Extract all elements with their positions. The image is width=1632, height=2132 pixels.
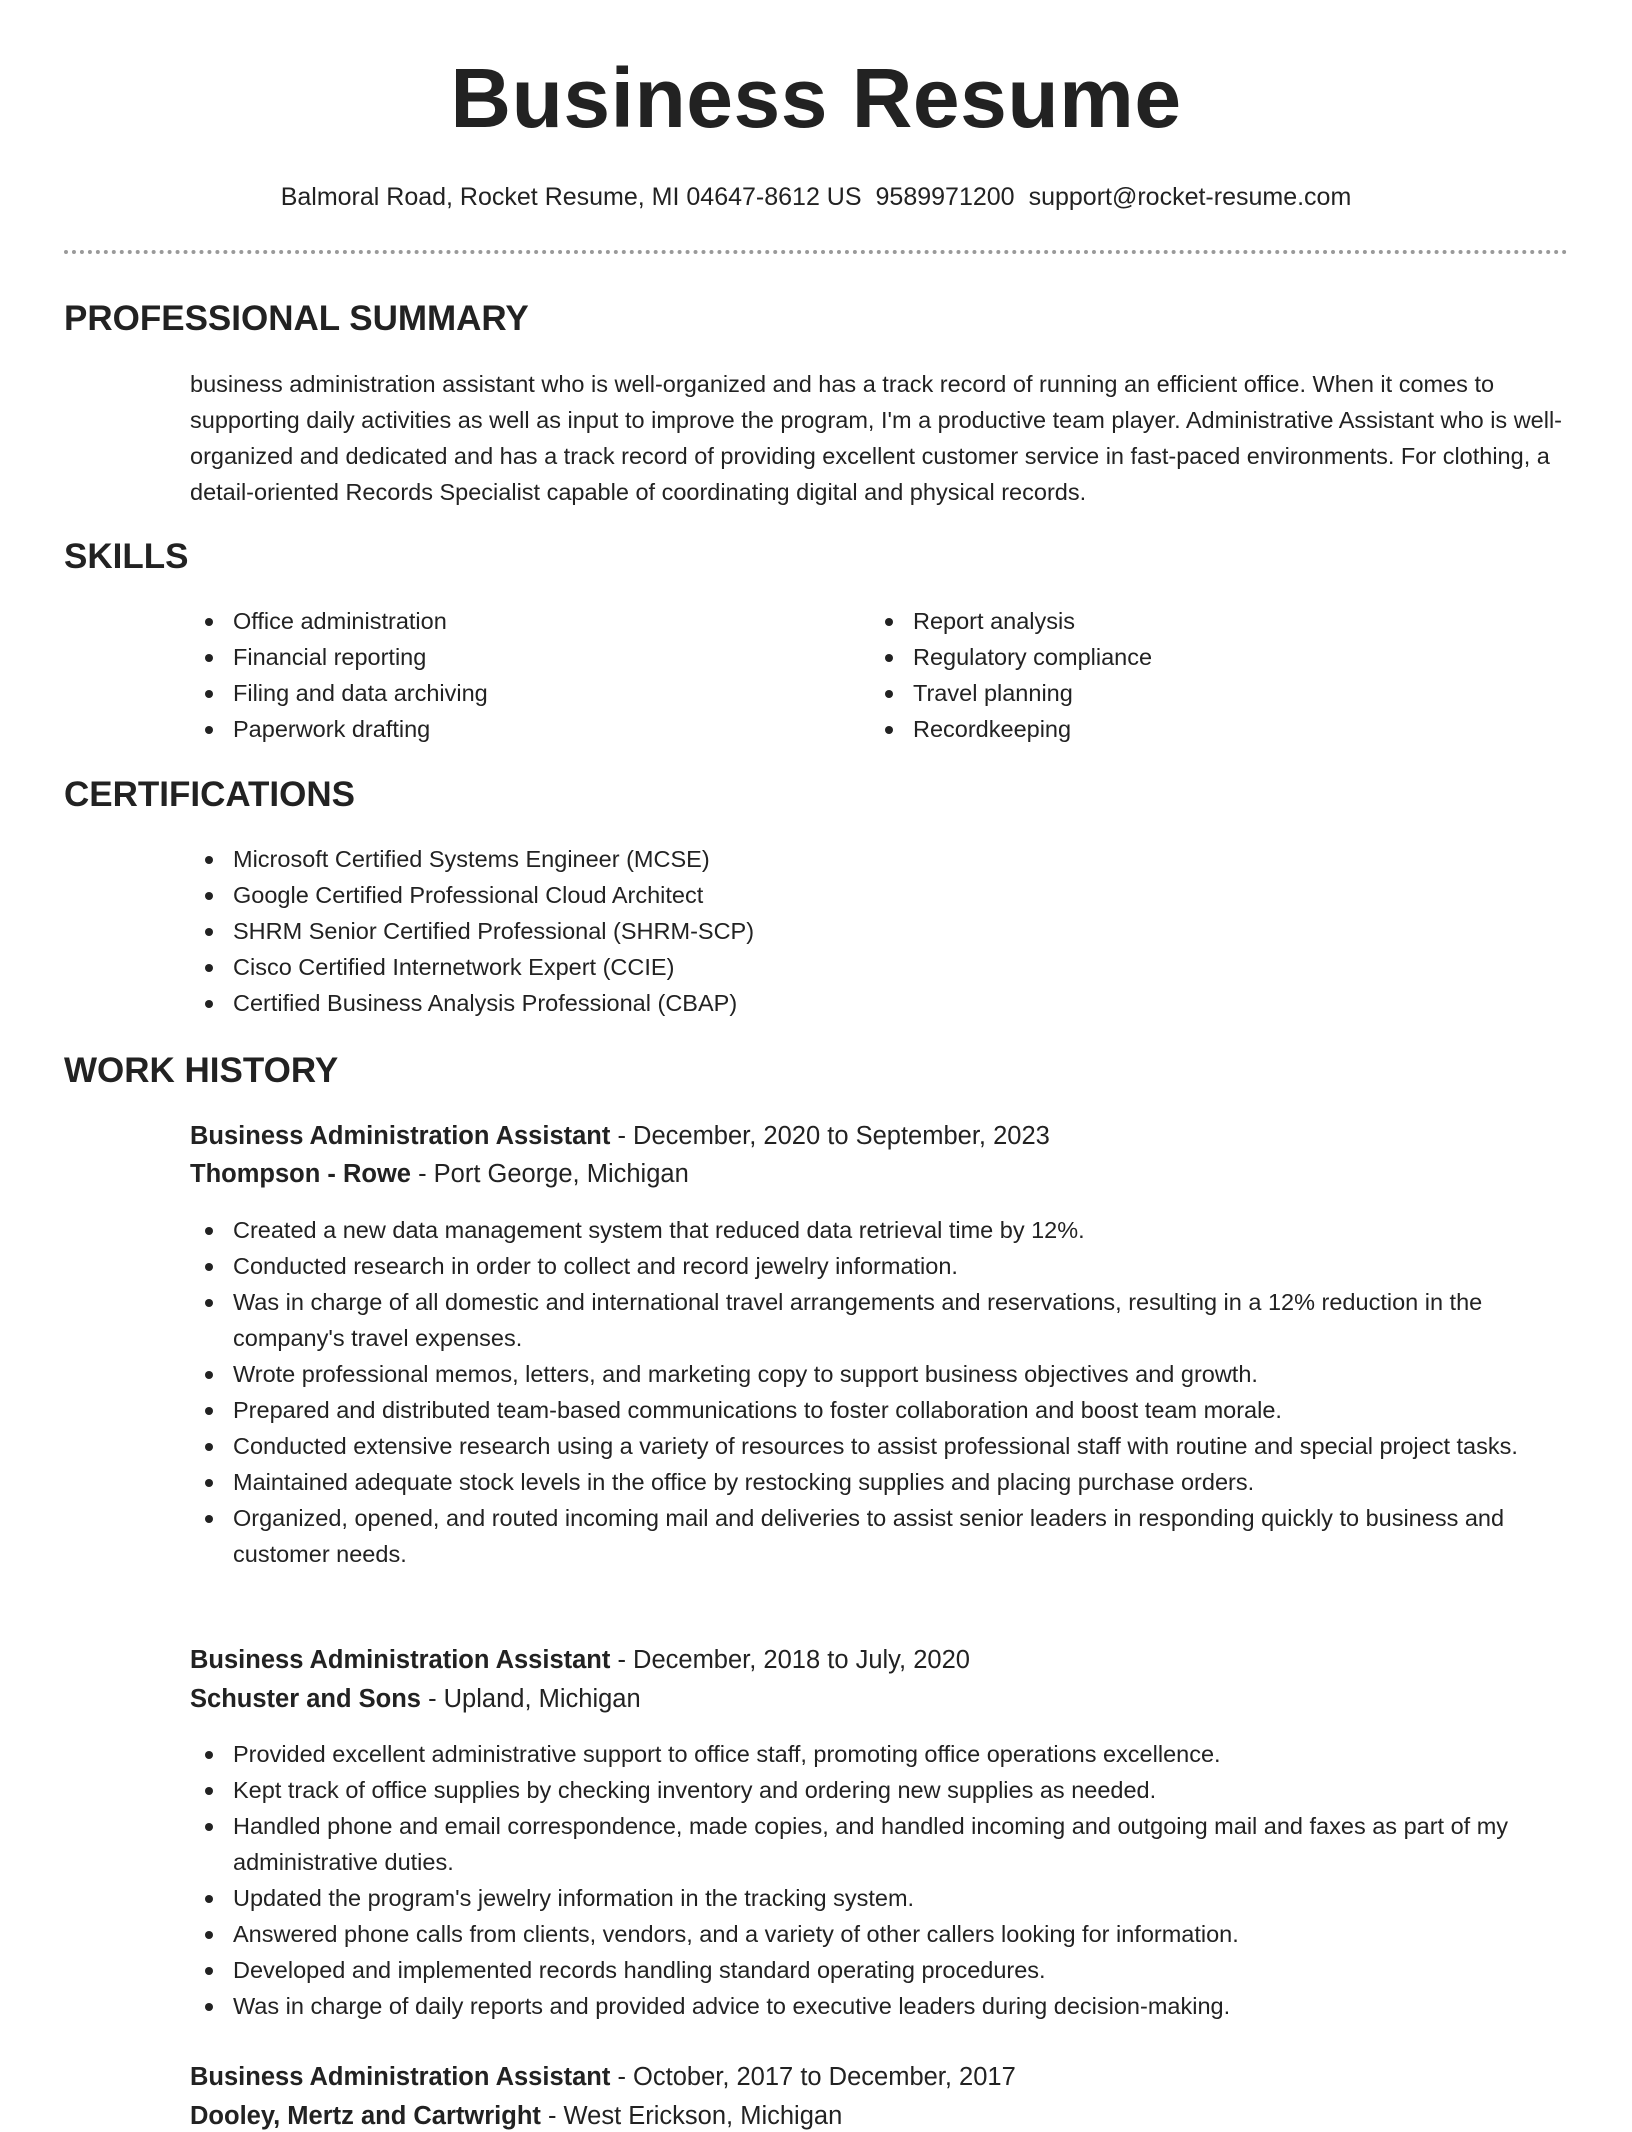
job-responsibilities: [190, 1736, 1568, 2024]
certification-item: SHRM Senior Certified Professional (SHRM-SCP): [190, 913, 1568, 949]
skill-item: Regulatory compliance: [870, 639, 1530, 675]
certifications-list: [190, 841, 1568, 1021]
skills-list-right: [870, 603, 1530, 747]
job-dates: - December, 2020 to September, 2023: [610, 1122, 1050, 1150]
contact-line: [0, 181, 1632, 214]
section-title-skills: SKILLS: [64, 537, 189, 576]
company-name: Dooley, Mertz and Cartwright: [190, 2102, 541, 2130]
responsibility-item: Prepared and distributed team-based communications to foster collaboration and boost team morale.: [190, 1392, 1568, 1428]
responsibility-item: Handled phone and email correspondence, made copies, and handled incoming and outgoing mail and faxes as part of my administrative duties.: [190, 1808, 1568, 1880]
job-title: Business Administration Assistant: [190, 2063, 611, 2091]
company-name: Thompson - Rowe: [190, 1160, 411, 1188]
responsibility-item: Conducted research in order to collect and record jewelry information.: [190, 1248, 1568, 1284]
job-employer: [190, 2101, 842, 2132]
job-heading: [190, 1645, 970, 1676]
summary-text: business administration assistant who is well-organized and has a track record of running an efficient office. When it comes to supporting daily activities as well as input to improve the program, I'm a productive team player. Administrative Assistant who is well-organized and dedicated and has a track record of providing excellent customer service in fast-paced environments. For clothing, a detail-oriented Records Specialist capable of coordinating digital and physical records.: [190, 371, 1563, 505]
job-title: Business Administration Assistant: [190, 1646, 611, 1674]
section-title-summary: PROFESSIONAL SUMMARY: [64, 299, 529, 338]
skill-item: Travel planning: [870, 675, 1530, 711]
certification-item: Microsoft Certified Systems Engineer (MCSE): [190, 841, 1568, 877]
responsibility-item: Was in charge of daily reports and provided advice to executive leaders during decision-making.: [190, 1988, 1568, 2024]
skill-item: Report analysis: [870, 603, 1530, 639]
company-location: - Port George, Michigan: [410, 1160, 689, 1188]
responsibility-item: Kept track of office supplies by checking inventory and ordering new supplies as needed.: [190, 1772, 1568, 1808]
contact-phone: 9589971200: [875, 183, 1015, 211]
responsibility-item: Developed and implemented records handling standard operating procedures.: [190, 1952, 1568, 1988]
responsibility-item: Answered phone calls from clients, vendors, and a variety of other callers looking for information.: [190, 1916, 1568, 1952]
job-employer: [190, 1684, 641, 1715]
skills-list-left: [190, 603, 850, 747]
job-heading: [190, 2062, 1016, 2093]
section-title-certifications: CERTIFICATIONS: [64, 775, 356, 814]
skill-item: Filing and data archiving: [190, 675, 850, 711]
company-name: Schuster and Sons: [190, 1685, 421, 1713]
company-location: - West Erickson, Michigan: [540, 2102, 843, 2130]
job-dates: - October, 2017 to December, 2017: [610, 2063, 1016, 2091]
job-responsibilities: [190, 1212, 1568, 1572]
responsibility-item: Organized, opened, and routed incoming mail and deliveries to assist senior leaders in responding quickly to business and customer needs.: [190, 1500, 1568, 1572]
job-heading: [190, 1121, 1050, 1152]
certification-item: Certified Business Analysis Professional (CBAP): [190, 985, 1568, 1021]
resume-title: Business Resume: [450, 51, 1182, 145]
certification-item: Google Certified Professional Cloud Architect: [190, 877, 1568, 913]
responsibility-item: Updated the program's jewelry information in the tracking system.: [190, 1880, 1568, 1916]
responsibility-item: Was in charge of all domestic and international travel arrangements and reservations, resulting in a 12% reduction in the company's travel expenses.: [190, 1284, 1568, 1356]
header-divider: [64, 250, 1568, 254]
certification-item: Cisco Certified Internetwork Expert (CCIE): [190, 949, 1568, 985]
job-employer: [190, 1159, 689, 1190]
responsibility-item: Maintained adequate stock levels in the office by restocking supplies and placing purchase orders.: [190, 1464, 1568, 1500]
contact-address: Balmoral Road, Rocket Resume, MI 04647-8612 US: [280, 183, 862, 211]
skill-item: Paperwork drafting: [190, 711, 850, 747]
skill-item: Recordkeeping: [870, 711, 1530, 747]
skill-item: Office administration: [190, 603, 850, 639]
skill-item: Financial reporting: [190, 639, 850, 675]
responsibility-item: Created a new data management system that reduced data retrieval time by 12%.: [190, 1212, 1568, 1248]
job-dates: - December, 2018 to July, 2020: [610, 1646, 970, 1674]
company-location: - Upland, Michigan: [420, 1685, 641, 1713]
contact-email[interactable]: support@rocket-resume.com: [1028, 183, 1352, 211]
responsibility-item: Provided excellent administrative support to office staff, promoting office operations excellence.: [190, 1736, 1568, 1772]
job-title: Business Administration Assistant: [190, 1122, 611, 1150]
responsibility-item: Conducted extensive research using a variety of resources to assist professional staff with routine and special project tasks.: [190, 1428, 1568, 1464]
responsibility-item: Wrote professional memos, letters, and marketing copy to support business objectives and growth.: [190, 1356, 1568, 1392]
section-title-work-history: WORK HISTORY: [64, 1051, 339, 1090]
